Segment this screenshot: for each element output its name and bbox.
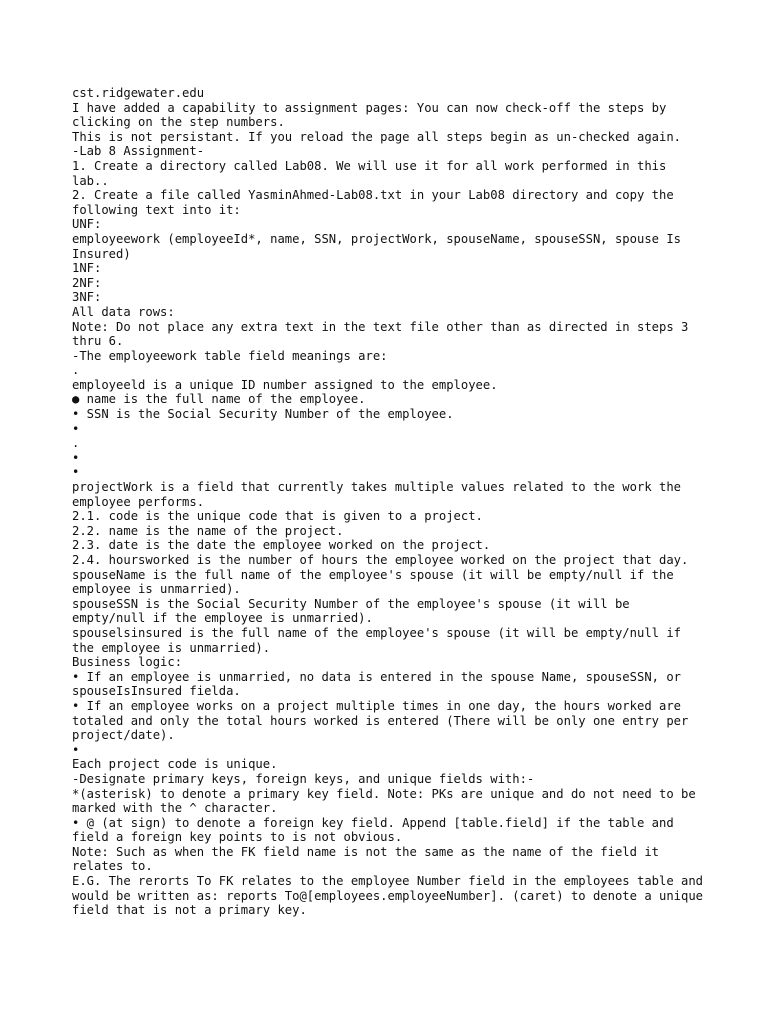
step-1[interactable]: 1. Create a directory called Lab08. We will use it for all work performed in this lab.. [72,158,674,188]
1nf-label: 1NF: [72,261,102,276]
notice-capability: I have added a capability to assignment pages: You can now check-off the steps by clicking on the step numbers. [72,100,674,130]
unf-label: UNF: [72,217,102,232]
bullet-empty: • [72,465,80,480]
unf-schema: employeework (employeeId*, name, SSN, projectWork, spouseName, spouseSSN, spouse Is Insured) [72,231,689,261]
field-ssn: • SSN is the Social Security Number of the employee. [72,407,454,422]
key-foreign-at-sign: • @ (at sign) to denote a foreign key field. Append [table.field] if the table and field a foreign key points to is not obvious. [72,815,682,845]
document-body [72,86,711,918]
assignment-title: -Lab 8 Assignment- [72,144,205,159]
field-spouseisinsured: spouselsinsured is the full name of the employee's spouse (it will be empty/null if the employee is unmarried). [72,625,689,655]
note-extra-text: Note: Do not place any extra text in the text file other than as directed in steps 3 thru 6. [72,319,696,349]
subfield-name: 2.2. name is the name of the project. [72,523,344,538]
rule-project-code-unique: Each project code is unique. [72,757,278,772]
subfield-code: 2.1. code is the unique code that is given to a project. [72,509,483,524]
notice-persistence: This is not persistant. If you reload the page all steps begin as un-checked again. [72,129,682,144]
subfield-date: 2.3. date is the date the employee worked on the project. [72,538,491,553]
rule-hours-totaled: • If an employee works on a project multiple times in one day, the hours worked are totaled and only the total hours worked is entered (There will be only one entry per project/date). [72,698,696,743]
field-meanings-heading: -The employeework table field meanings are: [72,348,388,363]
subfield-hoursworked: 2.4. hoursworked is the number of hours the employee worked on the project that day. [72,553,689,567]
stray-dot: . [72,363,80,378]
note-fk-name: Note: Such as when the FK field name is not the same as the name of the field it relates to. [72,844,667,874]
key-primary-asterisk: *(asterisk) to denote a primary key field. Note: PKs are unique and do not need to be marked with the ^ character. [72,786,704,816]
step-2[interactable]: 2. Create a file called YasminAhmed-Lab08.txt in your Lab08 directory and copy the following text into it: [72,188,682,217]
bullet-empty: • [72,450,80,465]
designate-keys-heading: -Designate primary keys, foreign keys, and unique fields with:- [72,771,535,786]
business-logic-heading: Business logic: [72,655,183,670]
field-spousename: spouseName is the full name of the employee's spouse (it will be empty/null if the employee is unmarried). [72,567,682,597]
field-spousessn: spouseSSN is the Social Security Number of the employee's spouse (it will be empty/null if the employee is unmarried). [72,596,637,626]
2nf-label: 2NF: [72,275,102,290]
stray-dot: . [72,436,80,451]
field-name: ● name is the full name of the employee. [72,392,366,407]
data-rows-label: All data rows: [72,304,175,319]
bullet-empty: • [72,421,80,436]
example-fk-caret: E.G. The rerorts To FK relates to the employee Number field in the employees table and would be written as: reports To@[employees.employeeNumber]. (caret) to denote a unique field that is not a primary key. [72,874,711,918]
field-projectwork: projectWork is a field that currently takes multiple values related to the work the employee performs. [72,480,689,509]
bullet-empty: • [72,742,80,757]
rule-unmarried: • If an employee is unmarried, no data is entered in the spouse Name, spouseSSN, or spouseIsInsured fielda. [72,669,689,699]
field-employeeid: employeeld is a unique ID number assigned to the employee. [72,377,498,392]
3nf-label: 3NF: [72,290,102,305]
site-domain: cst.ridgewater.edu [72,86,205,100]
